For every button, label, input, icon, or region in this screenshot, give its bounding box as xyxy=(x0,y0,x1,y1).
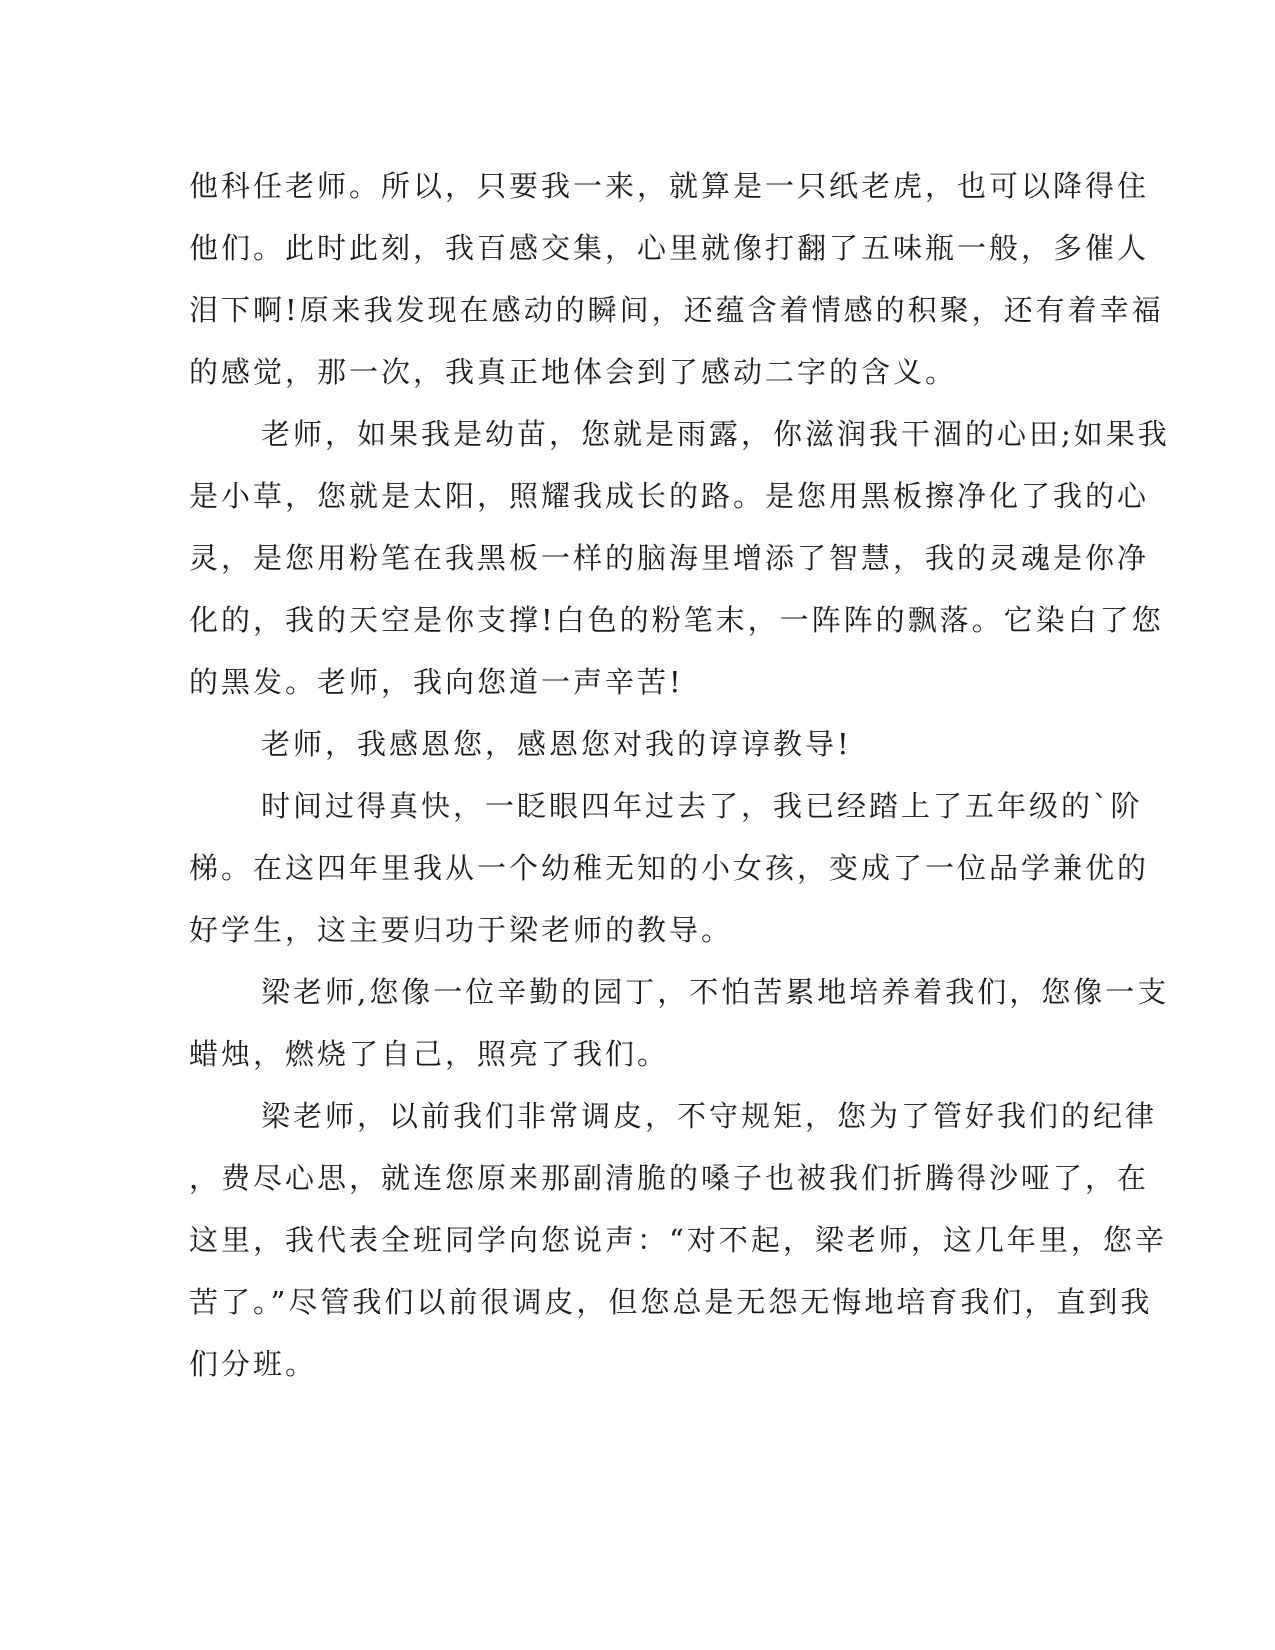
text-line: 这里，我代表全班同学向您说声：“对不起，梁老师，这几年里，您辛 xyxy=(189,1223,1167,1257)
text-line: 好学生，这主要归功于梁老师的教导。 xyxy=(189,913,734,947)
text-line: 灵，是您用粉笔在我黑板一样的脑海里增添了智慧，我的灵魂是你净 xyxy=(189,541,1150,575)
text-line: 梯。在这四年里我从一个幼稚无知的小女孩，变成了一位品学兼优的 xyxy=(189,851,1150,885)
body-text xyxy=(189,155,1170,1395)
text-line: 化的，我的天空是你支撑!白色的粉笔末，一阵阵的飘落。它染白了您 xyxy=(189,603,1164,637)
text-line: 苦了。”尽管我们以前很调皮，但您总是无怨无悔地培育我们，直到我 xyxy=(189,1285,1153,1319)
text-line: 他们。此时此刻，我百感交集，心里就像打翻了五味瓶一般，多催人 xyxy=(189,231,1150,265)
text-line: 的感觉，那一次，我真正地体会到了感动二字的含义。 xyxy=(189,355,958,389)
text-line: 泪下啊!原来我发现在感动的瞬间，还蕴含着情感的积聚，还有着幸福 xyxy=(189,293,1164,327)
text-line: 是小草，您就是太阳，照耀我成长的路。是您用黑板擦净化了我的心 xyxy=(189,479,1150,513)
text-line: 他科任老师。所以，只要我一来，就算是一只纸老虎，也可以降得住 xyxy=(189,169,1150,203)
text-line: 梁老师，以前我们非常调皮，不守规矩，您为了管好我们的纪律 xyxy=(261,1099,1158,1133)
text-line: 老师，我感恩您，感恩您对我的谆谆教导! xyxy=(261,727,852,761)
text-line: 的黑发。老师，我向您道一声辛苦! xyxy=(189,665,684,699)
text-line: 老师，如果我是幼苗，您就是雨露，你滋润我干涸的心田;如果我 xyxy=(261,417,1170,451)
text-line: 时间过得真快，一眨眼四年过去了，我已经踏上了五年级的`阶 xyxy=(261,789,1143,823)
text-line: 们分班。 xyxy=(189,1347,318,1381)
text-line: 蜡烛，燃烧了自己，照亮了我们。 xyxy=(189,1037,670,1071)
text-line: 梁老师,您像一位辛勤的园丁，不怕苦累地培养着我们，您像一支 xyxy=(261,975,1170,1009)
text-line: ，费尽心思，就连您原来那副清脆的嗓子也被我们折腾得沙哑了，在 xyxy=(189,1161,1150,1195)
